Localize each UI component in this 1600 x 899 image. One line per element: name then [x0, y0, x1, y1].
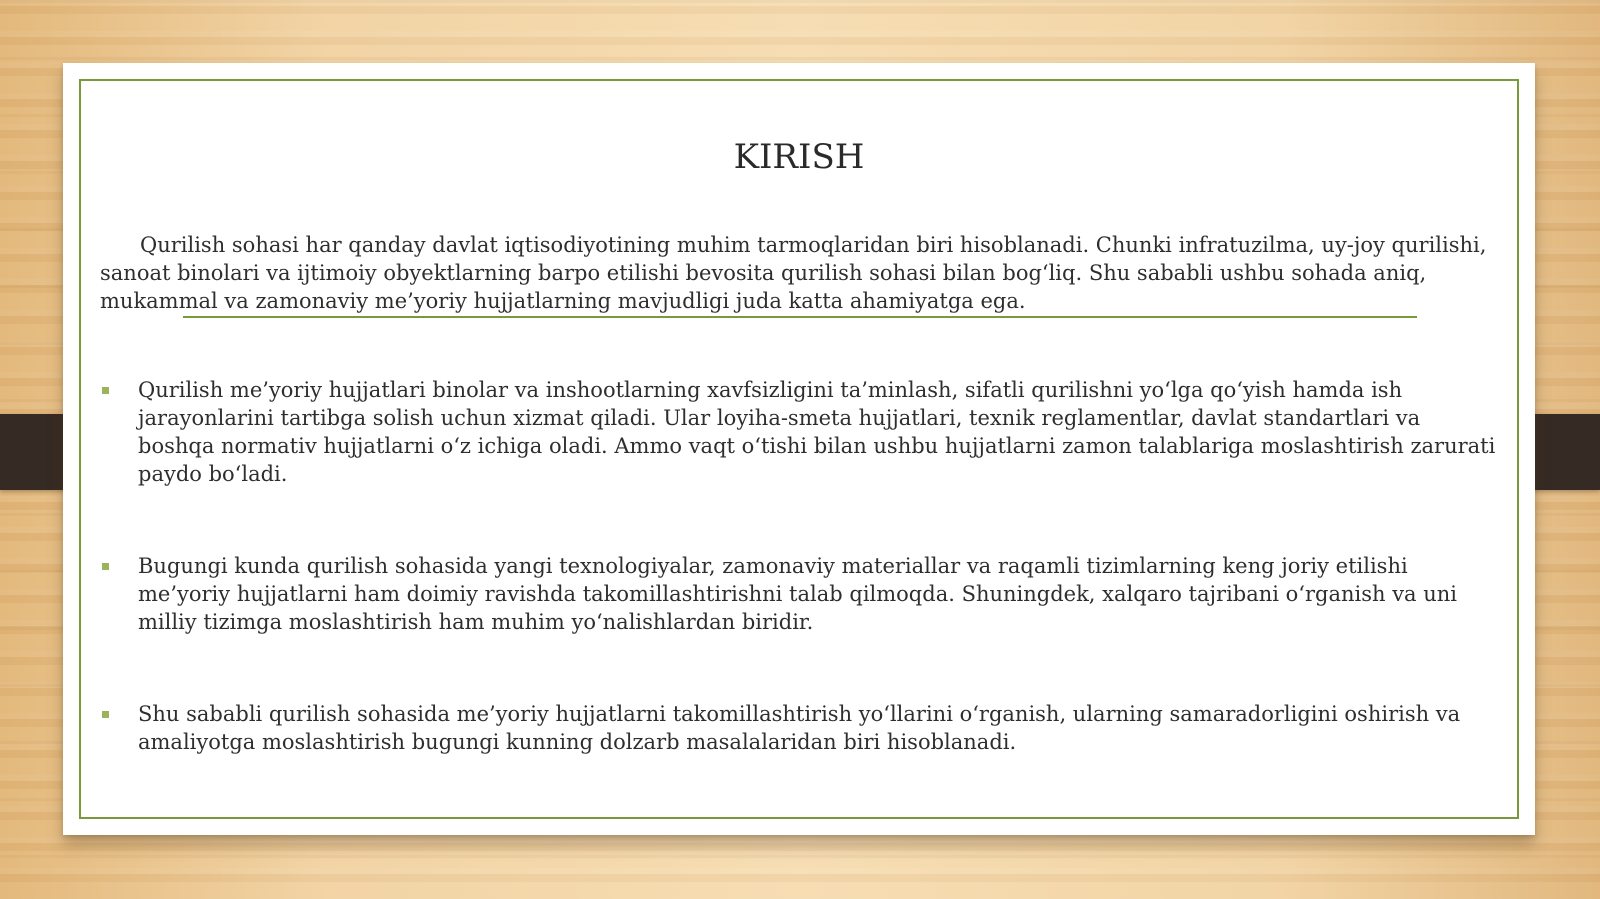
bullet-text: Bugungi kunda qurilish sohasida yangi texnologiyalar, zamonaviy materiallar va raqamli tizimlarning keng joriy etilishi me’yoriy hujjatlarni ham doimiy ravishda takomillashtirishni talab qilmoqda. Shuningdek, xalqaro tajribani o‘rganish va uni milliy tizimga moslashtirish ham muhim yo‘nalishlardan biridir. [138, 554, 1458, 634]
bullet-list [100, 376, 1500, 756]
bullet-text: Shu sababli qurilish sohasida me’yoriy hujjatlarni takomillashtirish yo‘llarini o‘rganish, ularning samaradorligini oshirish va amaliyotga moslashtirish bugungi kunning dolzarb masalalaridan biri hisoblanadi. [138, 702, 1461, 754]
bullet-item [100, 552, 1500, 636]
intro-underline-rule [183, 316, 1417, 318]
square-bullet-icon [102, 563, 109, 570]
intro-paragraph: Qurilish sohasi har qanday davlat iqtisodiyotining muhim tarmoqlaridan biri hisoblanadi. Chunki infratuzilma, uy-joy qurilishi, sanoat binolari va ijtimoiy obyektlarning barpo etilishi bevosita qurilish sohasi bilan bog‘liq. Shu sababli ushbu sohada aniq, mukammal va zamonaviy me’yoriy hujjatlarning mavjudligi juda katta ahamiyatga ega. [100, 233, 1487, 313]
slide-title: KIRISH [733, 137, 865, 177]
square-bullet-icon [102, 711, 109, 718]
bullet-text: Qurilish me’yoriy hujjatlari binolar va inshootlarning xavfsizligini ta’minlash, sifatli qurilishni yo‘lga qo‘yish hamda ish jarayonlarini tartibga solish uchun xizmat qiladi. Ular loyiha-smeta hujjatlari, texnik reglamentlar, davlat standartlari va boshqa normativ hujjatlarni o‘z ichiga oladi. Ammo vaqt o‘tishi bilan ushbu hujjatlarni zamon talablariga moslashtirish zarurati paydo bo‘ladi. [138, 378, 1496, 486]
bullet-item [100, 376, 1500, 488]
bullet-item [100, 700, 1500, 756]
square-bullet-icon [102, 387, 109, 394]
slide-card [63, 63, 1535, 835]
